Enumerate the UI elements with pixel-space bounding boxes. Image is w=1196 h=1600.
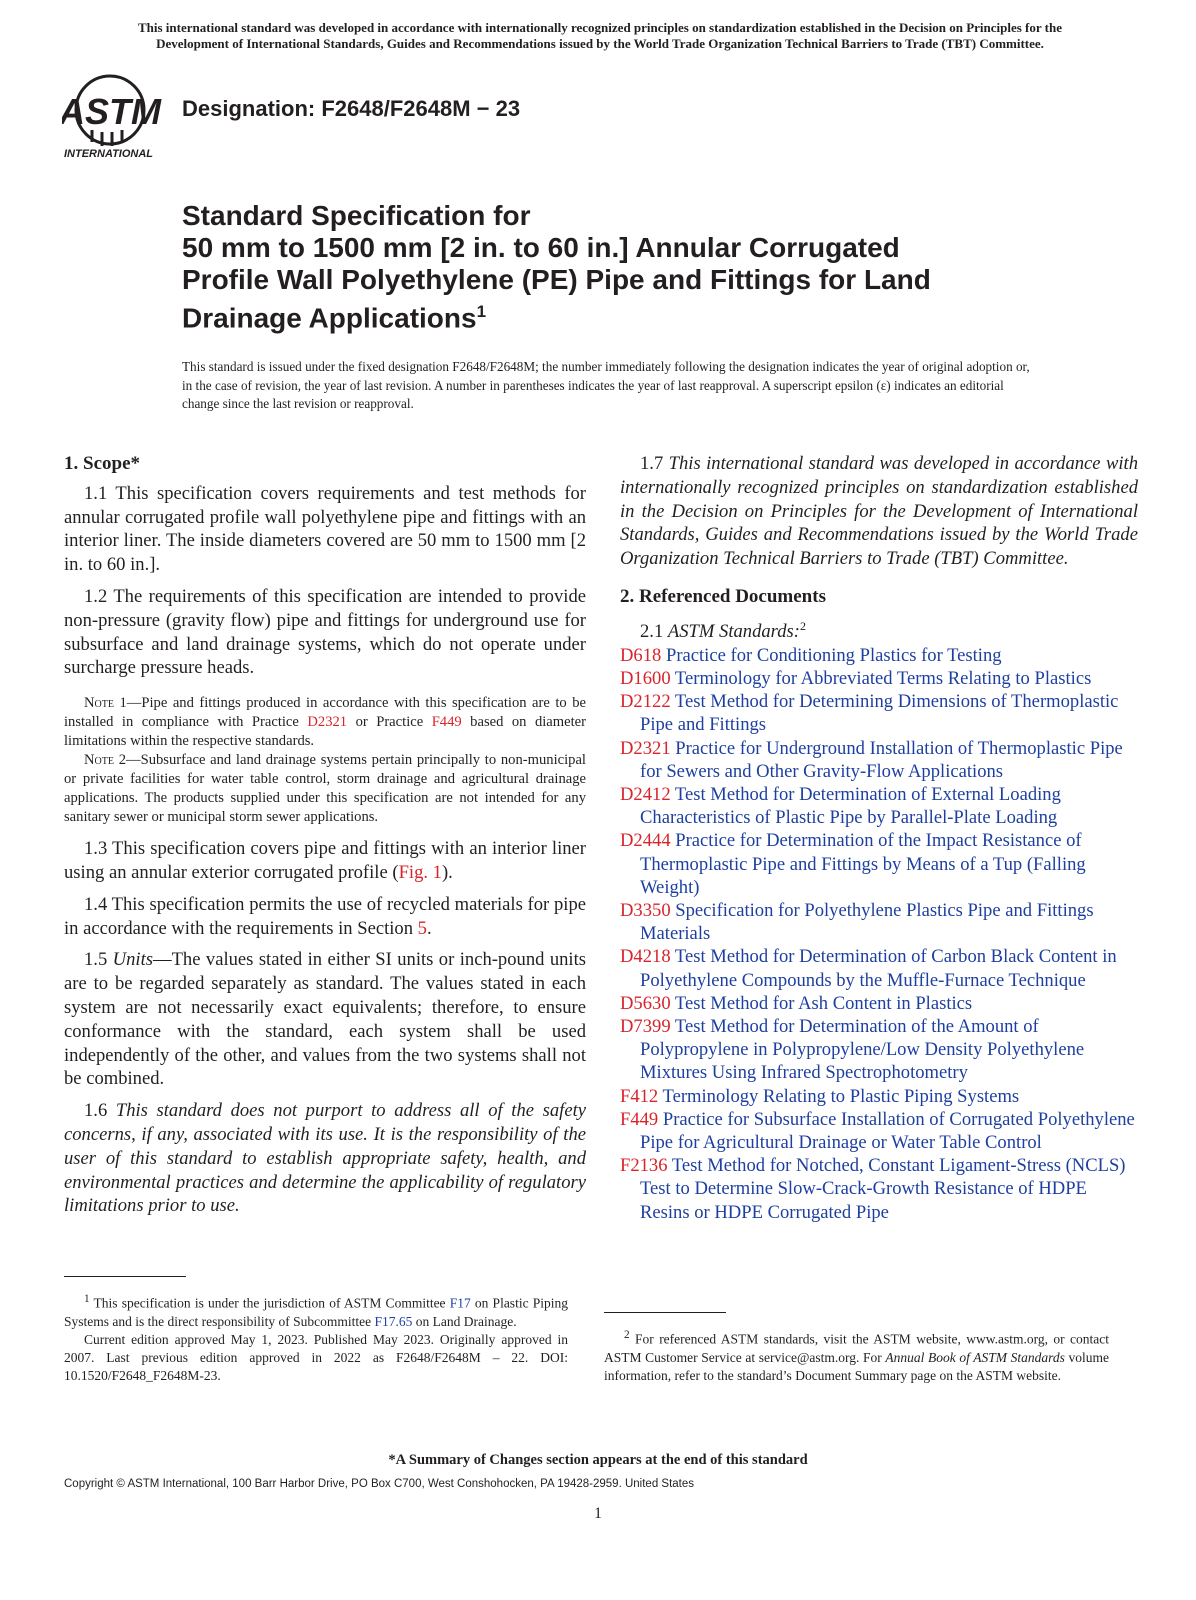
copyright: Copyright © ASTM International, 100 Barr Harbor Drive, PO Box C700, West Conshohocken, PA 19428-2959. United States xyxy=(64,1478,695,1490)
right-column xyxy=(620,452,1138,1224)
reference-item xyxy=(620,1154,1138,1224)
note-2-text: —Subsurface and land drainage systems pertain principally to non-municipal or private facilities for water table control, storm drainage and agricultural drainage applications. The products supplied under this specification are not intended for any sanitary sewer or municipal storm sewer applications. xyxy=(64,752,586,826)
reference-title-link[interactable]: Test Method for Ash Content in Plastics xyxy=(670,992,973,1014)
footnote-2-mark: 2 xyxy=(799,618,806,633)
reference-title-link[interactable]: Practice for Underground Installation of Thermoplastic Pipe for Sewers and Other Gravity-Flow Applications xyxy=(640,737,1123,782)
reference-item xyxy=(620,690,1138,736)
reference-code-link[interactable]: D4218 xyxy=(620,946,671,968)
link-d2321[interactable]: D2321 xyxy=(307,714,348,731)
astm-standards-label: ASTM Standards: xyxy=(667,620,800,642)
footnote-1-jurisdiction xyxy=(64,1290,568,1331)
footnote-2-sup: 2 xyxy=(624,1329,630,1341)
title-line1: Standard Specification for xyxy=(182,200,531,231)
reference-code-link[interactable]: D5630 xyxy=(620,992,671,1014)
reference-code-link[interactable]: D3350 xyxy=(620,900,671,921)
section-1-2: 1.2 The requirements of this specification are intended to provide non-pressure (gravity flow) pipe and fittings for underground use for subsurface and land drainage systems, which do not operate under surcharge pressure heads. xyxy=(64,585,586,679)
reference-item xyxy=(620,783,1138,829)
section-1-5-text: —The values stated in either SI units or inch-pound units are to be regarded separately as standard. The values stated in each system are not necessarily exact equivalents; therefore, to ensure conformance with the standard, each system shall be used independently of the other, and values from the two systems shall not be combined. xyxy=(64,949,587,1090)
link-f449[interactable]: F449 xyxy=(431,714,462,731)
section-1-6 xyxy=(64,1099,586,1218)
left-column xyxy=(64,452,586,1226)
title-footnote-mark: 1 xyxy=(476,302,487,321)
reference-item xyxy=(620,737,1138,783)
footnote-rule-right xyxy=(604,1312,726,1313)
section-1-3 xyxy=(64,837,586,885)
reference-title-link[interactable]: Test Method for Determining Dimensions of Thermoplastic Pipe and Fittings xyxy=(640,691,1119,736)
reference-code-link[interactable]: F449 xyxy=(620,1108,659,1130)
section-1-7-num: 1.7 xyxy=(640,453,669,474)
reference-title-link[interactable]: Practice for Determination of the Impact Resistance of Thermoplastic Pipe and Fittings by Means of a Tup (Falling Weight) xyxy=(640,830,1086,898)
footnote-2-text-a: For referenced ASTM standards, visit the ASTM website, www.astm.org, or contact ASTM Customer Service at service@astm.org. For xyxy=(604,1331,1109,1365)
reference-code-link[interactable]: D618 xyxy=(620,644,662,666)
footnote-1-edition: Current edition approved May 1, 2023. Published May 2023. Originally approved in 2007. Last previous edition approved in 2022 as F2648/F2648M – 22. DOI: 10.1520/F2648_F2648M-23. xyxy=(64,1331,568,1384)
reference-code-link[interactable]: D1600 xyxy=(620,667,671,689)
astm-standards-subheading xyxy=(620,615,1138,644)
reference-code-link[interactable]: D2412 xyxy=(620,783,671,805)
logo-label: INTERNATIONAL xyxy=(64,148,154,160)
title-line4: Drainage Applications xyxy=(182,302,477,334)
astm-standards-num: 2.1 xyxy=(640,620,668,642)
section-1-3-text: 1.3 This specification covers pipe and fittings with an interior liner using an annular exterior corrugated profile ( xyxy=(64,838,586,883)
reference-title-link[interactable]: Practice for Conditioning Plastics for Testing xyxy=(661,644,1002,666)
section-1-4 xyxy=(64,893,586,941)
section-1-6-num: 1.6 xyxy=(84,1100,116,1122)
section-1-5-label: Units xyxy=(112,949,153,971)
footnote-2 xyxy=(604,1326,1109,1385)
section-1-4-text: 1.4 This specification permits the use of recycled materials for pipe in accordance with the requirements in Section xyxy=(64,893,586,939)
reference-title-link[interactable]: Terminology Relating to Plastic Piping Systems xyxy=(658,1085,1020,1107)
tbt-notice-line2: Development of International Standards, Guides and Recommendations issued by the World Trade Organization Technical Barriers to Trade (TBT) Committee. xyxy=(156,36,1044,51)
note-1-text: —Pipe and fittings produced in accordance with this specification are to be installed in compliance with Practice xyxy=(64,695,586,731)
note-2 xyxy=(64,751,586,827)
title-line3: Profile Wall Polyethylene (PE) Pipe and Fittings for Land xyxy=(182,264,931,295)
tbt-notice-line1: This international standard was developed in accordance with internationally recognized principles on standardization established in the Decision on Principles for the xyxy=(137,20,1062,35)
designation: Designation: F2648/F2648M − 23 xyxy=(182,96,521,121)
reference-code-link[interactable]: D2122 xyxy=(620,691,671,713)
link-section-5[interactable]: 5 xyxy=(417,917,427,939)
link-f17[interactable]: F17 xyxy=(449,1295,471,1311)
footnote-1 xyxy=(64,1290,568,1386)
reference-item xyxy=(620,1015,1138,1085)
footnote-rule-left xyxy=(64,1276,186,1277)
section-1-7-text: This international standard was developed in accordance with internationally recognized principles on standardization established in the Decision on Principles for the Development of International Standards, Guides and Recommendations issued by the World Trade Organization Technical Barriers to Trade (TBT) Committee. xyxy=(620,453,1139,570)
reference-title-link[interactable]: Practice for Subsurface Installation of Corrugated Polyethylene Pipe for Agricultural Drainage or Water Table Control xyxy=(640,1108,1135,1154)
reference-item xyxy=(620,1108,1138,1154)
reference-item xyxy=(620,1085,1138,1108)
section-1-3-end: ). xyxy=(441,861,453,883)
footnote-2-text-b: volume information, refer to the standard’s Document Summary page on the ASTM website. xyxy=(604,1349,1110,1383)
section-1-7 xyxy=(620,452,1138,571)
document-title xyxy=(182,200,1042,334)
reference-item xyxy=(620,899,1138,945)
reference-code-link[interactable]: D2321 xyxy=(620,737,671,759)
footnote-2-italic: Annual Book of ASTM Standards xyxy=(885,1349,1065,1365)
tbt-notice xyxy=(60,20,1140,52)
reference-item xyxy=(620,829,1138,899)
note-1-text-b: or Practice xyxy=(347,714,432,731)
reference-list xyxy=(620,644,1138,1224)
section-1-4-end: . xyxy=(426,917,432,939)
footnote-1-mark: 1 xyxy=(84,1293,90,1305)
footnote-1-text: This specification is under the jurisdiction of ASTM Committee xyxy=(89,1295,450,1311)
reference-code-link[interactable]: D7399 xyxy=(620,1016,671,1038)
link-f17-65[interactable]: F17.65 xyxy=(374,1313,413,1329)
footnote-1-text-b: on Plastic Piping Systems and is the direct responsibility of Subcommittee xyxy=(64,1295,568,1329)
link-fig-1[interactable]: Fig. 1 xyxy=(398,861,442,883)
footnote-2-text xyxy=(604,1326,1109,1385)
reference-item xyxy=(620,945,1138,991)
referenced-documents-heading: 2. Referenced Documents xyxy=(620,585,826,607)
reference-title-link[interactable]: Test Method for Determination of External Loading Characteristics of Plastic Pipe by Parallel-Plate Loading xyxy=(640,783,1061,829)
note-1 xyxy=(64,694,586,751)
reference-code-link[interactable]: F412 xyxy=(620,1085,659,1107)
issued-note: This standard is issued under the fixed designation F2648/F2648M; the number immediately following the designation indicates the year of original adoption or, in the case of revision, the year of last revision. A number in parentheses indicates the year of last reapproval. A superscript epsilon (ε) indicates an editorial change since the last revision or reapproval. xyxy=(182,359,1030,411)
footnote-1-text-c: on Land Drainage. xyxy=(412,1313,517,1329)
reference-item xyxy=(620,992,1138,1015)
reference-title-link[interactable]: Test Method for Determination of Carbon Black Content in Polyethylene Compounds by the Muffle-Furnace Technique xyxy=(640,946,1117,991)
note-1-label: Note 1 xyxy=(84,695,127,712)
note-2-label: Note 2 xyxy=(84,752,126,769)
page-number: 1 xyxy=(594,1505,602,1522)
section-1-5-num: 1.5 xyxy=(84,949,113,971)
reference-code-link[interactable]: D2444 xyxy=(620,830,671,852)
reference-title-link[interactable]: Terminology for Abbreviated Terms Relating to Plastics xyxy=(670,667,1092,689)
scope-heading: 1. Scope* xyxy=(64,453,140,474)
reference-title-link[interactable]: Test Method for Notched, Constant Ligament-Stress (NCLS) Test to Determine Slow-Crack-Growth Resistance of HDPE Resins or HDPE Corrugated Pipe xyxy=(640,1155,1126,1223)
title-line2: 50 mm to 1500 mm [2 in. to 60 in.] Annular Corrugated xyxy=(182,232,900,263)
section-1-5 xyxy=(64,948,586,1091)
logo-wordmark: ASTM xyxy=(62,91,161,132)
reference-code-link[interactable]: F2136 xyxy=(620,1155,668,1177)
note-1-text-c: based on diameter limitations within the respective standards. xyxy=(64,714,586,750)
reference-title-link[interactable]: Test Method for Determination of the Amount of Polypropylene in Polypropylene/Low Density Polyethylene Mixtures Using Infrared Spectrophotometry xyxy=(640,1016,1085,1084)
section-1-6-text: This standard does not purport to address all of the safety concerns, if any, associated with its use. It is the responsibility of the user of this standard to establish appropriate safety, health, and environmental practices and determine the applicability of regulatory limitations prior to use. xyxy=(64,1100,587,1217)
summary-of-changes-note: *A Summary of Changes section appears at the end of this standard xyxy=(388,1452,808,1468)
reference-title-link[interactable]: Specification for Polyethylene Plastics Pipe and Fittings Materials xyxy=(640,900,1094,945)
reference-item xyxy=(620,667,1138,690)
section-1-1: 1.1 This specification covers requirements and test methods for annular corrugated profile wall polyethylene pipe and fittings with an interior liner. The inside diameters covered are 50 mm to 1500 mm [2 in. to 60 in.]. xyxy=(64,482,586,576)
astm-logo xyxy=(62,70,168,166)
reference-item xyxy=(620,644,1138,667)
